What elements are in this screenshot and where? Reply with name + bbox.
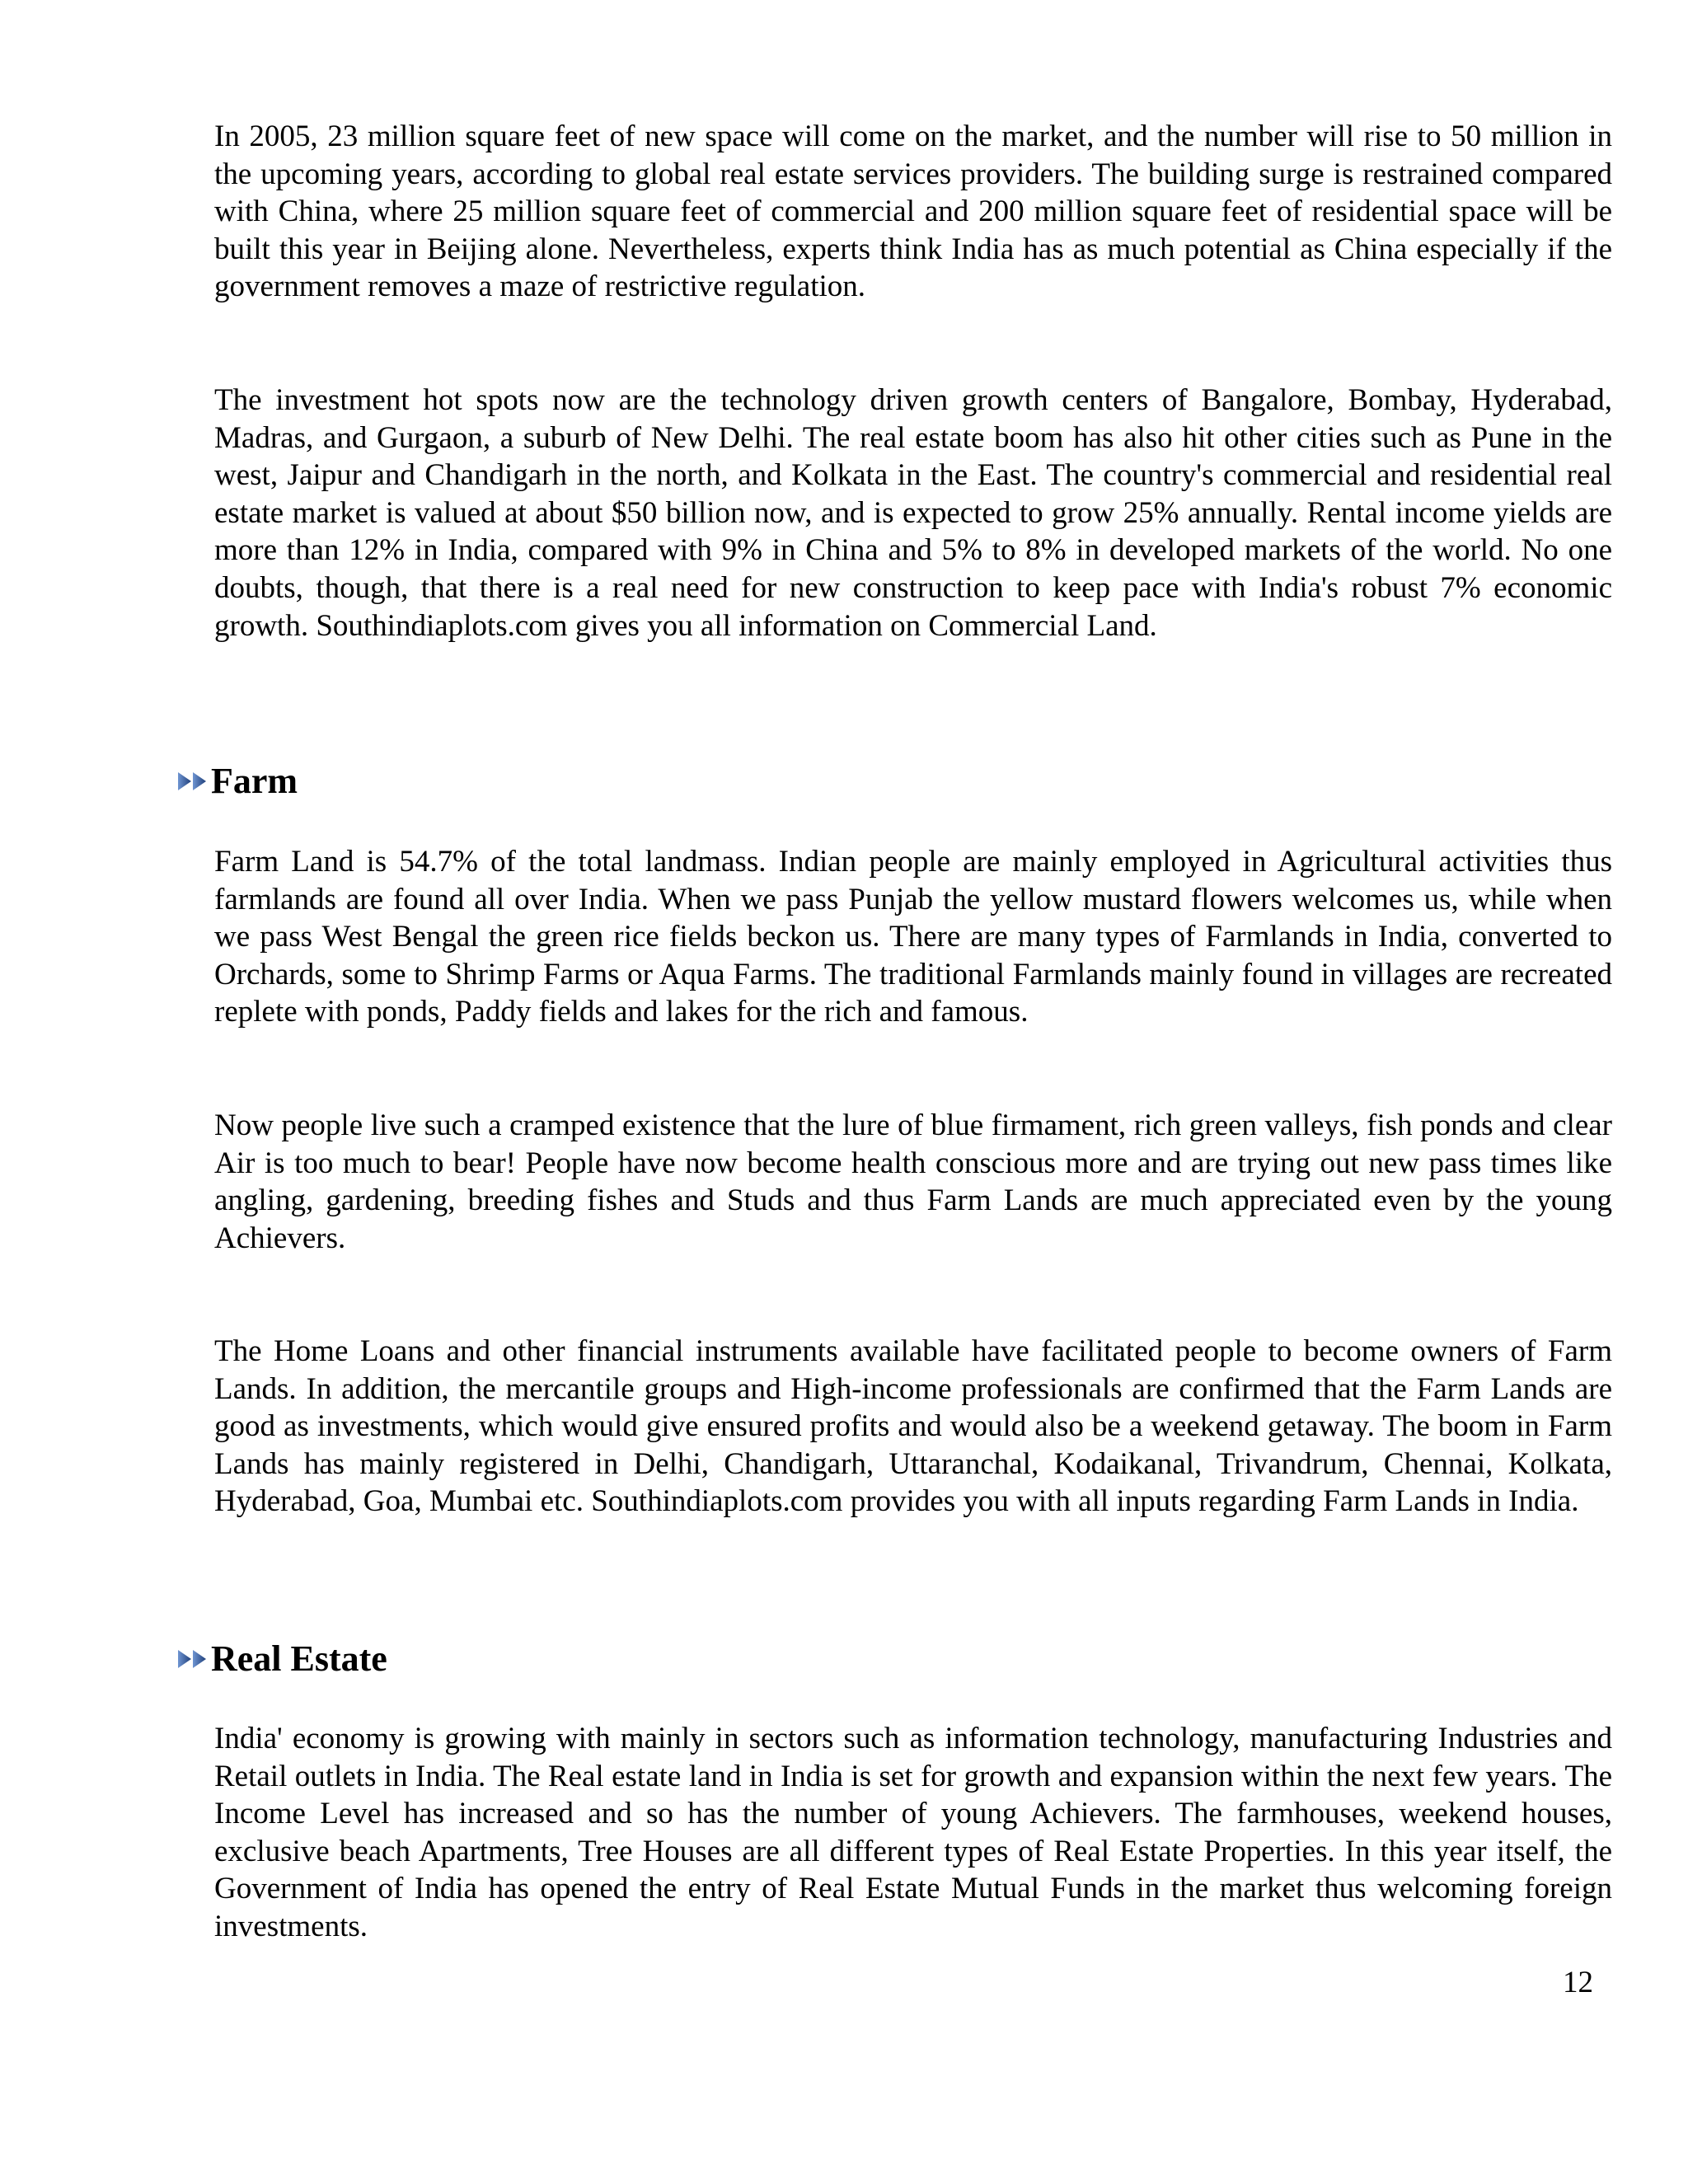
paragraph-real-estate-economy: India' economy is growing with mainly in sectors such as information technology, manufacturing Industries and Retail outlets in India. The Real estate land in India is set for growth and expansion within the next few years. The Income Level has increased and so has the number of young Achievers. The farmhouses, weekend houses, exclusive beach Apartments, Tree Houses are all different types of Real Estate Properties. In this year itself, the Government of India has opened the entry of Real Estate Mutual Funds in the market thus welcoming foreign investments. bbox=[214, 1722, 1612, 1943]
paragraph-farm-land-overview: Farm Land is 54.7% of the total landmass. Indian people are mainly employed in Agricultural activities thus farmlands are found all over India. When we pass Punjab the yellow mustard flowers welcomes us, while when we pass West Bengal the green rice fields beckon us. There are many types of Farmlands in India, converted to Orchards, some to Shrimp Farms or Aqua Farms. The traditional Farmlands mainly found in villages are recreated replete with ponds, Paddy fields and lakes for the rich and famous. bbox=[214, 845, 1612, 1029]
section-heading-farm-label: Farm bbox=[211, 761, 298, 801]
double-chevron-right-icon bbox=[176, 771, 209, 791]
page-number: 12 bbox=[1563, 1966, 1593, 1999]
double-chevron-right-icon bbox=[176, 1649, 209, 1669]
section-heading-farm bbox=[176, 760, 298, 803]
paragraph-farm-lifestyle: Now people live such a cramped existence that the lure of blue firmament, rich green valleys, fish ponds and clear Air is too much to bear! People have now become health conscious more and are trying out new pass times like angling, gardening, breeding fishes and Studs and thus Farm Lands are much appreciated even by the young Achievers. bbox=[214, 1108, 1612, 1255]
section-heading-real-estate bbox=[176, 1638, 387, 1680]
paragraph-farm-investment: The Home Loans and other financial instruments available have facilitated people to become owners of Farm Lands. In addition, the mercantile groups and High-income professionals are confirmed that the Farm Lands are good as investments, which would give ensured profits and would also be a weekend getaway. The boom in Farm Lands has mainly registered in Delhi, Chandigarh, Uttaranchal, Kodaikanal, Trivandrum, Chennai, Kolkata, Hyderabad, Goa, Mumbai etc. Southindiaplots.com provides you with all inputs regarding Farm Lands in India. bbox=[214, 1334, 1612, 1519]
paragraph-investment-hot-spots: The investment hot spots now are the technology driven growth centers of Bangalore, Bombay, Hyderabad, Madras, and Gurgaon, a suburb of New Delhi. The real estate boom has also hit other cities such as Pune in the west, Jaipur and Chandigarh in the north, and Kolkata in the East. The country's commercial and residential real estate market is valued at about $50 billion now, and is expected to grow 25% annually. Rental income yields are more than 12% in India, compared with 9% in China and 5% to 8% in developed markets of the world. No one doubts, though, that there is a real need for new construction to keep pace with India's robust 7% economic growth. Southindiaplots.com gives you all information on Commercial Land. bbox=[214, 383, 1612, 643]
section-heading-real-estate-label: Real Estate bbox=[211, 1638, 387, 1679]
paragraph-office-space-supply: In 2005, 23 million square feet of new space will come on the market, and the number will rise to 50 million in the upcoming years, according to global real estate services providers. The building surge is restrained compared with China, where 25 million square feet of commercial and 200 million square feet of residential space will be built this year in Beijing alone. Nevertheless, experts think India has as much potential as China especially if the government removes a maze of restrictive regulation. bbox=[214, 120, 1612, 304]
